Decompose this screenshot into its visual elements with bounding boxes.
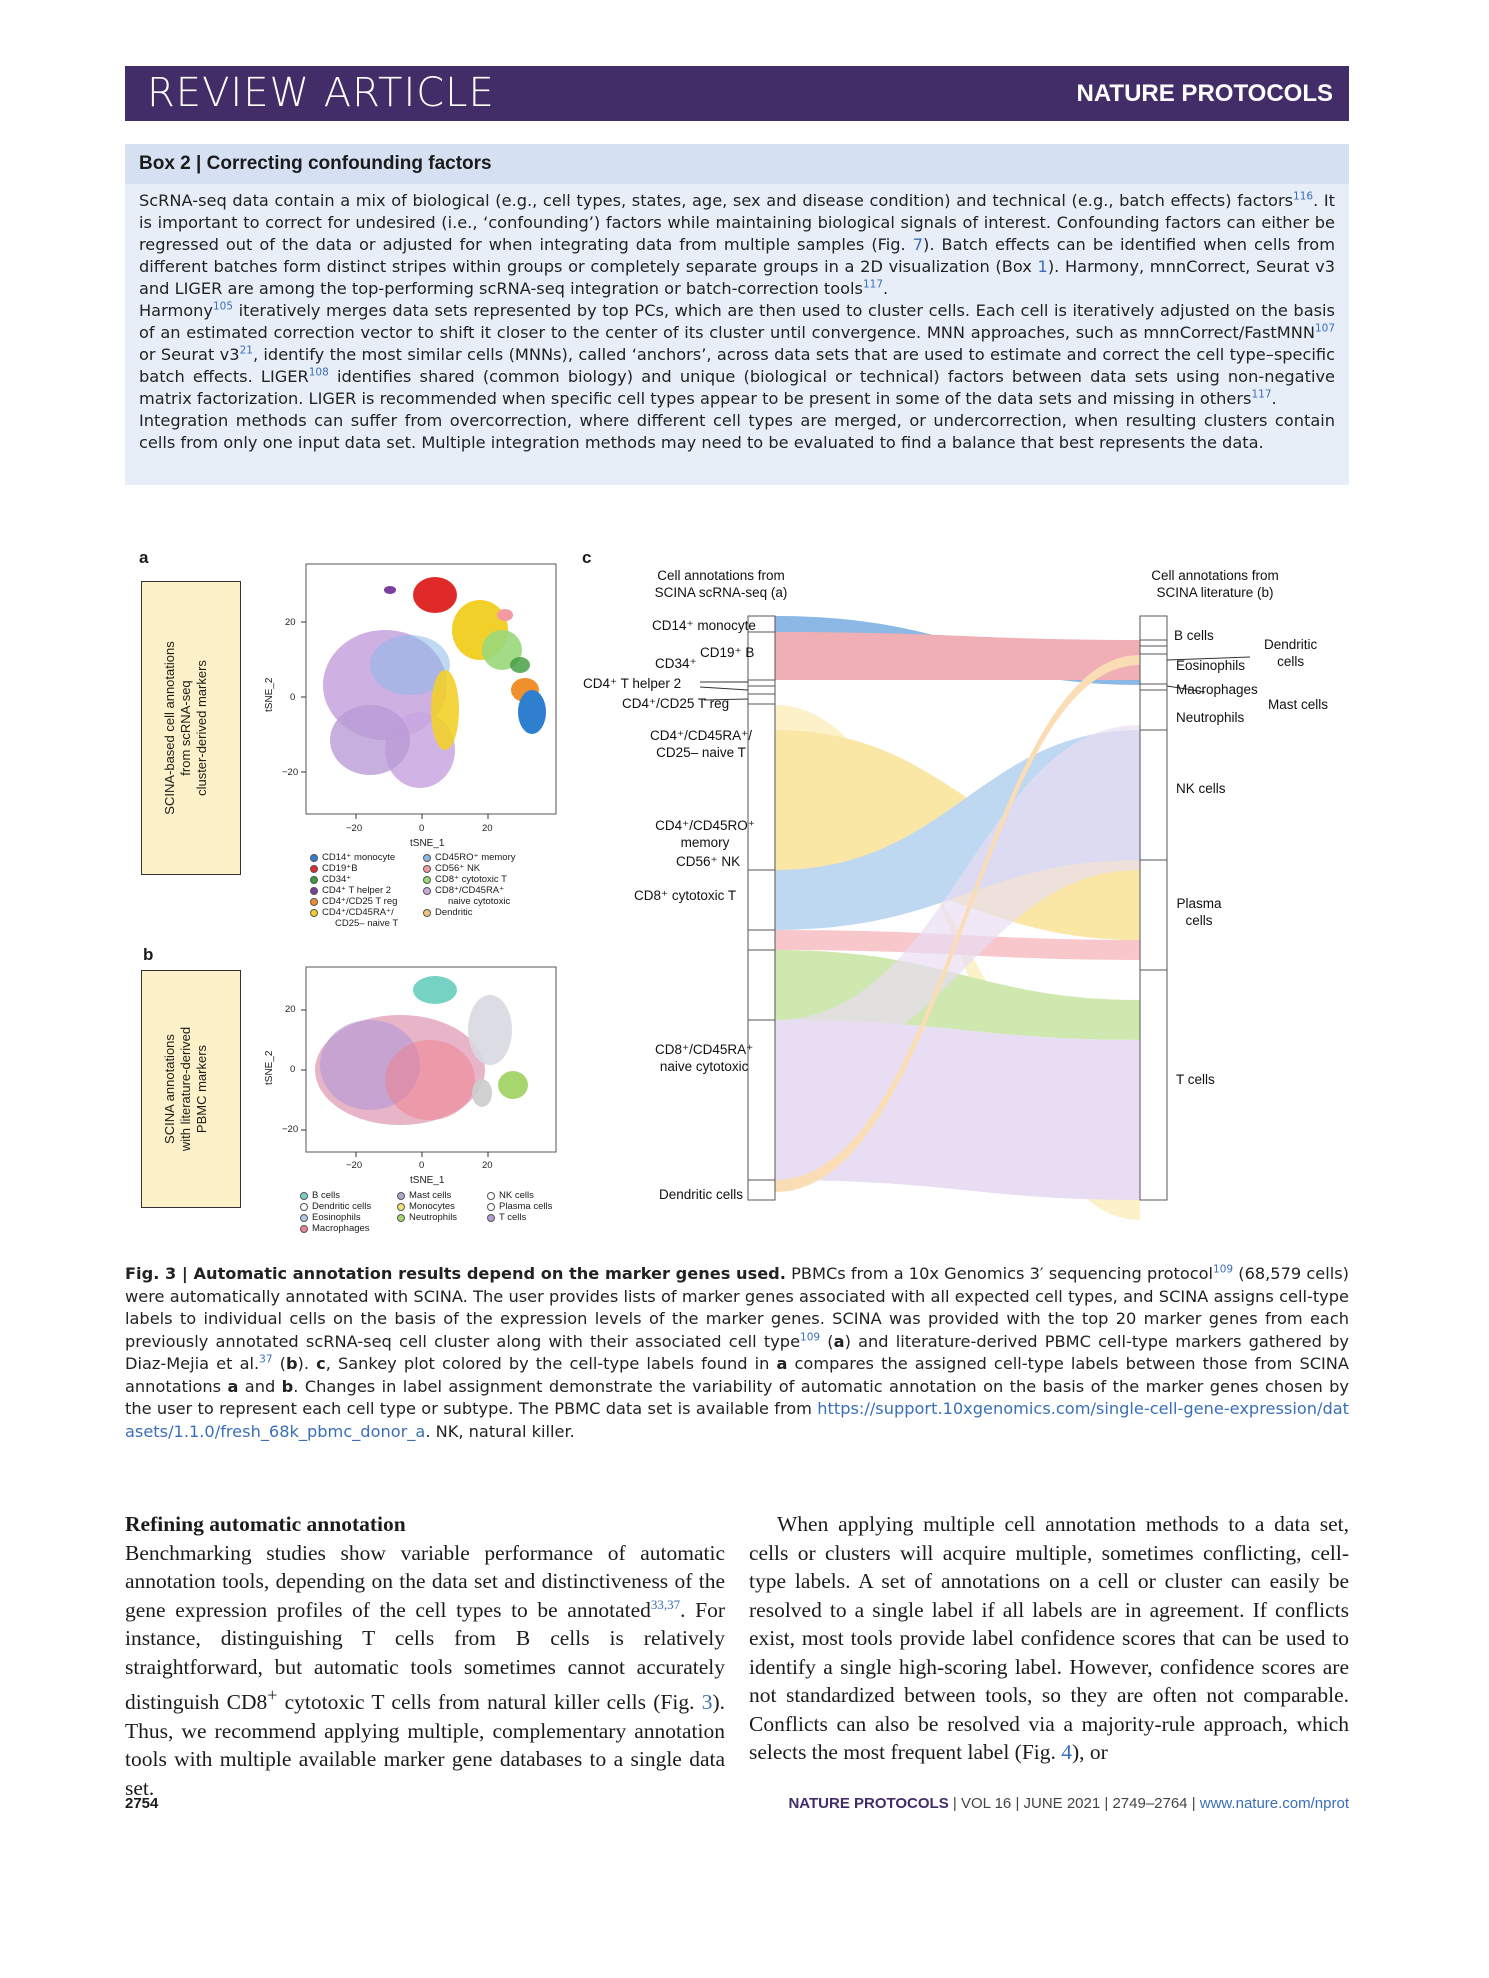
page-header <box>125 66 1349 121</box>
cluster-mast-cells <box>468 995 512 1065</box>
sankey-label-cd14: CD14⁺ monocyte <box>652 618 756 633</box>
x-tick: −20 <box>346 823 363 834</box>
x-tick: −20 <box>346 1160 363 1171</box>
node-nk-cells <box>1140 730 1167 860</box>
sankey-label-cd4-naive: CD4⁺/CD45RA⁺/ CD25– naive T <box>650 728 753 760</box>
legend-b-col3 <box>487 1190 577 1223</box>
legend-b-col1 <box>300 1190 400 1234</box>
y-tick: 0 <box>290 1064 296 1075</box>
dataset-url-link[interactable]: https://support.10xgenomics.com/single-cell-gene-expression/datasets/1.1.0/fresh_68k_pbmc_donor_a <box>125 1399 1349 1441</box>
legend-item: T cells <box>487 1212 577 1223</box>
figure-link[interactable]: 7 <box>912 235 923 254</box>
x-tick: 0 <box>419 1160 425 1171</box>
node-plasma-cells <box>1140 860 1167 970</box>
node-th2 <box>748 686 775 694</box>
cluster-macrophages <box>385 1040 475 1120</box>
node-cd34 <box>748 680 775 686</box>
legend-item: NK cells <box>487 1190 577 1201</box>
panel-label-a: a <box>139 548 149 567</box>
cluster-cd8-naive <box>330 705 410 775</box>
sankey-label-neutrophils: Neutrophils <box>1176 710 1245 725</box>
citation-link[interactable]: 108 <box>308 366 329 379</box>
y-tick: −20 <box>282 767 299 778</box>
sankey-right-title: Cell annotations from SCINA literature (b) <box>1151 568 1279 600</box>
legend-swatch <box>397 1192 405 1200</box>
legend-item: CD19⁺B <box>310 863 440 874</box>
sankey-left-nodes <box>748 616 775 1200</box>
sankey-left-title: Cell annotations from SCINA scRNA-seq (a) <box>654 568 788 600</box>
cluster-b-cells <box>413 976 457 1004</box>
cluster-cd4-naive <box>431 670 459 750</box>
y-axis-label: tSNE_2 <box>264 1050 275 1085</box>
node-cd4-memory <box>748 870 775 930</box>
citation-link[interactable]: 33,37 <box>650 1596 681 1612</box>
sankey-label-t-cells: T cells <box>1176 1072 1215 1087</box>
legend-swatch <box>423 865 431 873</box>
x-tick: 0 <box>419 823 425 834</box>
y-tick: −20 <box>282 1124 299 1135</box>
panel-label-b: b <box>143 945 154 964</box>
sankey-label-cd34: CD34⁺ <box>655 656 697 671</box>
legend-b-col2 <box>397 1190 487 1223</box>
node-t-cells <box>1140 970 1167 1200</box>
journal-url-link[interactable]: www.nature.com/nprot <box>1199 1795 1349 1812</box>
figure-caption: Fig. 3 | Automatic annotation results depend on the marker genes used. PBMCs from a 10x Genomics 3′ sequencing protocol$^{109}$ (68,579 cells) were automatically annotated with SCINA. The user provides lists of marker genes associated with all expected cell types, and SCINA assigns cell-type labels to individual cells on the basis of the expression levels of the marker genes. SCINA was provided with the top 20 marker genes from each previously annotated scRNA-seq cell cluster along with their associated cell type$^{109}$ (a) and literature-derived PBMC cell-type markers gathered by Diaz-Mejia et al.$^{37}$ (b). c, Sankey plot colored by the cell-type labels found in a compares the assigned cell-type labels between those from SCINA annotations a and b. Changes in label assignment demonstrate the variability of automatic annotation on the basis of the marker genes chosen by the user to represent each cell type or subtype. The PBMC data set is available from https://support.10xgenomics.com/single-cell-gene-expression/datasets/1.1.0/fresh_68k_pbmc_donor_a. NK, natural killer. <box>125 1263 1349 1441</box>
section-heading: Refining automatic annotation <box>125 1512 406 1536</box>
sankey-label-dendritic-cells: Dendritic cells <box>1264 637 1318 669</box>
sankey-label-treg: CD4⁺/CD25 T reg <box>622 696 730 711</box>
citation-link[interactable]: 37 <box>259 1353 273 1366</box>
node-mast-cells <box>1140 684 1167 690</box>
y-tick: 0 <box>290 692 296 703</box>
sankey-label-b-cells: B cells <box>1174 628 1214 643</box>
cluster-nk <box>497 609 513 621</box>
legend-swatch <box>310 887 318 895</box>
citation-link[interactable]: 109 <box>800 1331 821 1344</box>
body-paragraph: When applying multiple cell annotation methods to a data set, cells or clusters will acquire multiple, sometimes conflicting, cell-type labels. A set of annotations on a cell or cluster can easily be resolved to a single label if all labels are in agreement. If conflicts exist, most tools provide label confidence scores that can be used to identify a single high-scoring label. However, confidence scores are not standardized between tools, so they are often not comparable. Conflicts can also be resolved via a majority-rule approach, which selects the most frequent label (Fig. 4), or <box>749 1512 1349 1764</box>
legend-item: CD8⁺ cytotoxic T <box>423 874 563 885</box>
panel-a-description-box <box>141 581 241 875</box>
legend-swatch <box>310 898 318 906</box>
sankey-label-cd56-nk: CD56⁺ NK <box>676 854 741 869</box>
x-axis-label: tSNE_1 <box>410 838 445 849</box>
body-right-column <box>749 1510 1349 1767</box>
legend-swatch <box>310 865 318 873</box>
box-title-bar <box>125 144 1349 184</box>
page-number: 2754 <box>125 1795 159 1812</box>
legend-item: Plasma cells <box>487 1201 577 1212</box>
cluster-cd34 <box>510 657 530 673</box>
legend-a-col2 <box>423 852 563 918</box>
legend-swatch <box>423 887 431 895</box>
figure-link[interactable]: 4 <box>1061 1740 1073 1764</box>
cluster-eosinophils <box>472 1079 492 1107</box>
legend-item: CD4⁺/CD45RA⁺/ <box>310 907 440 918</box>
sankey-label-nk-cells: NK cells <box>1176 781 1226 796</box>
citation-link[interactable]: 107 <box>1314 322 1335 335</box>
y-tick: 20 <box>285 617 296 628</box>
legend-swatch <box>310 909 318 917</box>
legend-item: Eosinophils <box>300 1212 400 1223</box>
node-b-cells <box>1140 616 1167 640</box>
x-tick: 20 <box>482 823 493 834</box>
box-2 <box>125 144 1349 485</box>
legend-item: CD14⁺ monocyte <box>310 852 440 863</box>
box-paragraph-3: Integration methods can suffer from overcorrection, where different cell types are merged, or undercorrection, when resulting clusters contain cells from only one input data set. Multiple integration methods may need to be evaluated to find a balance that best represents the data. <box>139 411 1335 452</box>
cluster-th2 <box>384 586 396 594</box>
legend-swatch <box>487 1203 495 1211</box>
sankey-label-cd19: CD19⁺ B <box>700 645 755 660</box>
legend-item: Macrophages <box>300 1223 400 1234</box>
legend-swatch <box>487 1214 495 1222</box>
body-left-column <box>125 1510 725 1802</box>
legend-item: Dendritic <box>423 907 563 918</box>
legend-item: CD34⁺ <box>310 874 440 885</box>
legend-item: Mast cells <box>397 1190 487 1201</box>
node-macrophages <box>1140 654 1167 684</box>
legend-swatch <box>423 876 431 884</box>
legend-item: B cells <box>300 1190 400 1201</box>
legend-swatch <box>397 1214 405 1222</box>
citation-link[interactable]: 21 <box>239 344 253 357</box>
legend-swatch <box>300 1192 308 1200</box>
figure-link[interactable]: 3 <box>701 1690 713 1715</box>
legend-swatch <box>300 1214 308 1222</box>
node-nk <box>748 930 775 950</box>
legend-item: CD4⁺/CD25 T reg <box>310 896 440 907</box>
legend-item: Monocytes <box>397 1201 487 1212</box>
panel-b-description: SCINA annotations with literature-derived PBMC markers <box>162 1026 209 1152</box>
sankey-label-cd8-cytotoxic: CD8⁺ cytotoxic T <box>634 888 737 903</box>
citation-link[interactable]: 116 <box>1293 190 1314 203</box>
cluster-neutrophils <box>498 1071 528 1099</box>
header-section-label: REVIEW ARTICLE <box>147 70 495 116</box>
legend-swatch <box>487 1192 495 1200</box>
x-tick: 20 <box>482 1160 493 1171</box>
box-link[interactable]: 1 <box>1037 257 1048 276</box>
legend-swatch <box>310 876 318 884</box>
node-dendritic <box>748 1180 775 1200</box>
header-journal-name: NATURE PROTOCOLS <box>1076 80 1333 107</box>
caption-title: Fig. 3 | Automatic annotation results depend on the marker genes used. <box>125 1264 786 1283</box>
node-eosinophils <box>1140 646 1167 654</box>
sankey-label-plasma-cells: Plasma cells <box>1176 896 1222 928</box>
tsne-plot-b <box>270 965 570 1175</box>
panel-label-c: c <box>582 548 592 567</box>
legend-item-continued: CD25– naive T <box>335 918 399 929</box>
box-paragraph-1: ScRNA-seq data contain a mix of biological (e.g., cell types, states, age, sex and disease condition) and technical (e.g., batch effects) factors$^{116}$. It is important to correct for undesired (i.e., ‘confounding’) factors while maintaining biological signals of interest. Confounding factors can either be regressed out of the data or adjusted for when integrating data from multiple samples (Fig. 7). Batch effects can be identified when cells from different batches form distinct stripes within groups or completely separate groups in a 2D visualization (Box 1). Harmony, mnnCorrect, Seurat v3 and LIGER are among the top-performing scRNA-seq integration or batch-correction tools$^{117}$. <box>139 190 1335 298</box>
sankey-label-cd8-naive: CD8⁺/CD45RA⁺ naive cytotoxic <box>655 1042 754 1074</box>
tsne-plot-a <box>270 560 570 850</box>
legend-swatch <box>423 909 431 917</box>
node-neutrophils <box>1140 690 1167 730</box>
legend-item-continued: naive cytotoxic <box>448 896 511 907</box>
legend-swatch <box>423 854 431 862</box>
node-cd8-cytotoxic <box>748 950 775 1020</box>
legend-swatch <box>310 854 318 862</box>
box-paragraph-2: Harmony$^{105}$ iteratively merges data sets represented by top PCs, which are then used to cluster cells. Each cell is iteratively adjusted on the basis of an estimated correction vector to shift it closer to the center of its cluster until convergence. MNN approaches, such as mnnCorrect/FastMNN$^{107}$ or Seurat v3$^{21}$, identify the most similar cells (MNNs), called ‘anchors’, across data sets that are used to estimate and correct the cell type–specific batch effects. LIGER$^{108}$ identifies shared (common biology) and unique (biological or technical) factors between data sets using non-negative matrix factorization. LIGER is recommended when specific cell types appear to be present in some of the data sets and missing in others$^{117}$. <box>139 300 1335 408</box>
cluster-cd19-b <box>413 577 457 613</box>
citation-link[interactable]: 117 <box>1251 388 1272 401</box>
x-axis-label: tSNE_1 <box>410 1175 445 1186</box>
sankey-label-dendritic: Dendritic cells <box>659 1187 744 1202</box>
legend-swatch <box>397 1203 405 1211</box>
box-body <box>139 190 1335 454</box>
sankey-right-nodes <box>1140 616 1167 1200</box>
citation-link[interactable]: 109 <box>1213 1263 1234 1276</box>
legend-item: Neutrophils <box>397 1212 487 1223</box>
legend-item: CD56⁺ NK <box>423 863 563 874</box>
node-treg <box>748 694 775 704</box>
y-tick: 20 <box>285 1004 296 1015</box>
y-axis-label: tSNE_2 <box>264 677 275 712</box>
panel-b-description-box <box>141 970 241 1208</box>
legend-item: CD8⁺/CD45RA⁺ <box>423 885 563 896</box>
sankey-label-eosinophils: Eosinophils <box>1176 658 1246 673</box>
node-dendritic-cells <box>1140 640 1167 646</box>
legend-swatch <box>300 1203 308 1211</box>
legend-item: Dendritic cells <box>300 1201 400 1212</box>
flow-cd19b <box>775 632 1140 680</box>
sankey-label-cd4-memory: CD4⁺/CD45RO⁺ memory <box>655 818 755 850</box>
legend-a-col1 <box>310 852 440 929</box>
legend-item: CD4⁺ T helper 2 <box>310 885 440 896</box>
legend-swatch <box>300 1225 308 1233</box>
citation-link[interactable]: 117 <box>863 278 884 291</box>
footer-journal-info: NATURE PROTOCOLS | VOL 16 | JUNE 2021 | 2749–2764 | www.nature.com/nprot <box>788 1795 1349 1812</box>
sankey-label-macrophages: Macrophages <box>1176 682 1258 697</box>
sankey-flows <box>775 616 1140 1220</box>
body-paragraph: Benchmarking studies show variable performance of automatic annotation tools, depending on the data set and distinctiveness of the gene expression profiles of the cell types to be annotated$^{33,37}$. For instance, distinguishing T cells from B cells is relatively straightforward, but automatic tools sometimes cannot accurately distinguish CD8+ cytotoxic T cells from natural killer cells (Fig. 3). Thus, we recommend applying multiple, complementary annotation tools with multiple available marker gene databases to a single data set. <box>125 1540 725 1800</box>
cluster-monocyte <box>518 690 546 734</box>
citation-link[interactable]: 105 <box>212 300 234 313</box>
sankey-label-mast-cells: Mast cells <box>1268 697 1329 712</box>
panel-a-description: SCINA-based cell annotations from scRNA-seq cluster-derived markers <box>162 641 209 815</box>
sankey-label-th2: CD4⁺ T helper 2 <box>583 676 682 691</box>
legend-item: CD45RO⁺ memory <box>423 852 563 863</box>
box-title: Box 2 | Correcting confounding factors <box>139 153 492 174</box>
